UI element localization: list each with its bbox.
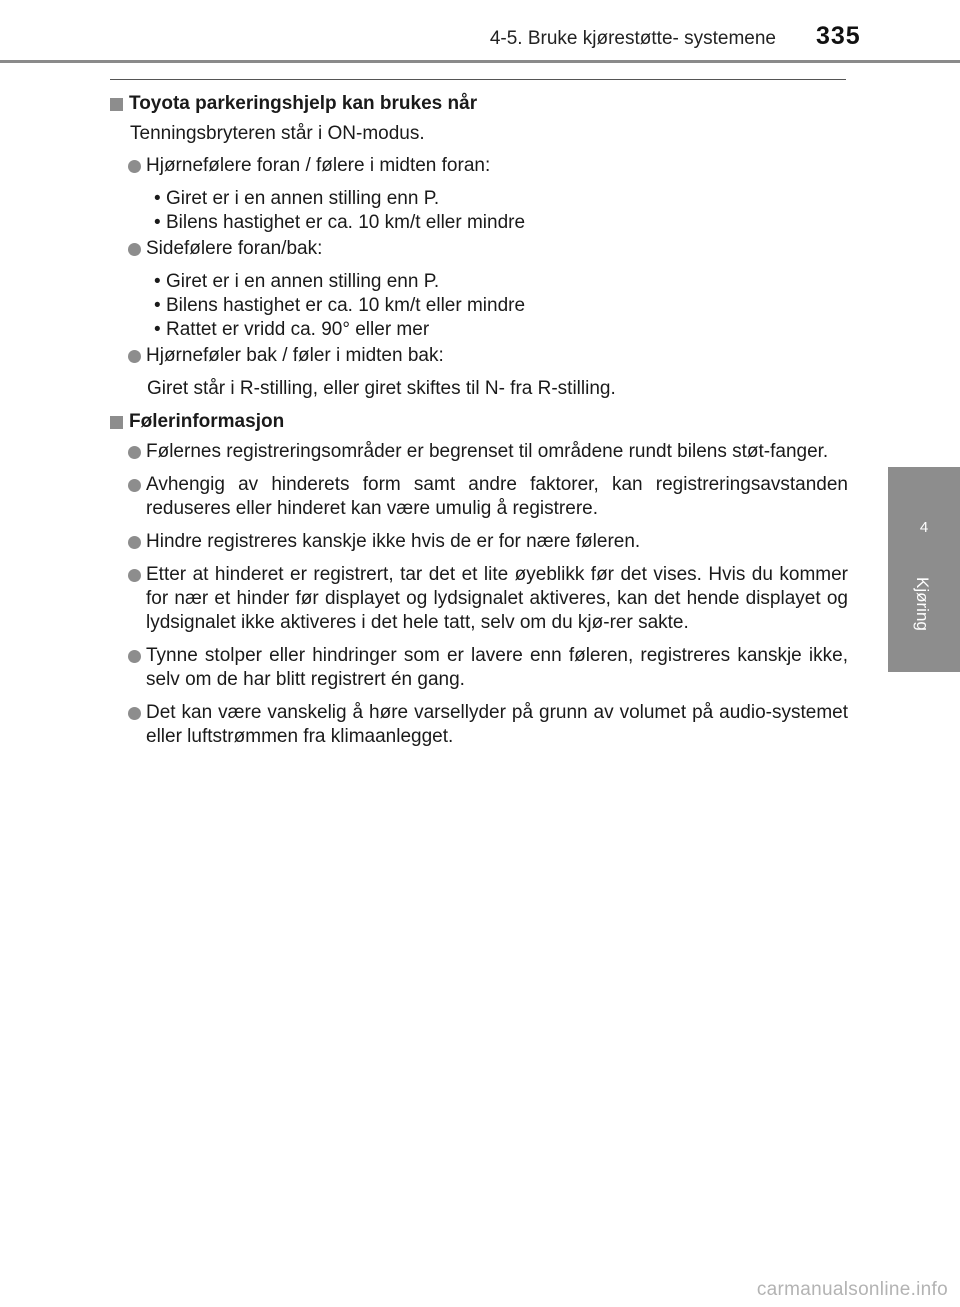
round-bullet-icon [128,650,141,663]
sub-list-item: • Giret er i en annen stilling enn P. [154,270,848,294]
list-item [110,701,848,749]
list-item [110,530,848,554]
list-item [110,644,848,692]
list-item-text: Det kan være vanskelig å høre varsellyder på grunn av volumet på audio-systemet eller luftstrømmen fra klimaanlegget. [146,702,848,747]
round-bullet-icon [128,160,141,173]
section-heading-text: Følerinformasjon [129,411,285,432]
chapter-label: Kjøring [913,577,932,631]
chapter-tab[interactable] [888,467,960,672]
list-item [110,237,848,261]
list-item [110,563,848,635]
condition-text: Giret står i R-stilling, eller giret skiftes til N- fra R-stilling. [147,378,616,399]
list-item [110,473,848,521]
header-rule [0,60,960,63]
sub-list-item: • Rattet er vridd ca. 90° eller mer [154,318,848,342]
section-heading [110,92,848,116]
round-bullet-icon [128,446,141,459]
list-item-text: Tynne stolper eller hindringer som er lavere enn føleren, registreres kanskje ikke, selv om de har blitt registrert én gang. [146,645,848,690]
round-bullet-icon [128,536,141,549]
header-title: 4-5. Bruke kjørestøtte- systemene [489,28,776,49]
list-item [110,154,848,178]
list-item-text: Hindre registreres kanskje ikke hvis de er for nære føleren. [146,531,641,552]
list-item-text: Følernes registreringsområder er begrenset til områdene rundt bilens støt-fanger. [146,441,829,462]
section-heading-text: Toyota parkeringshjelp kan brukes når [129,93,478,114]
list-item-text: Hjørneføler bak / føler i midten bak: [146,345,444,366]
round-bullet-icon [128,350,141,363]
round-bullet-icon [128,243,141,256]
sub-list-item: • Giret er i en annen stilling enn P. [154,187,848,211]
square-bullet-icon [110,416,123,429]
sub-list [110,187,848,235]
content-rule [110,79,846,80]
section-intro: Tenningsbryteren står i ON-modus. [130,123,425,144]
round-bullet-icon [128,479,141,492]
watermark-link[interactable]: carmanualsonline.info [756,1279,948,1300]
list-item [110,344,848,368]
section-heading [110,410,848,434]
chapter-number: 4 [919,519,929,536]
list-item-text: Avhengig av hinderets form samt andre faktorer, kan registreringsavstanden reduseres eller hinderet kan være umulig å registrere. [146,474,848,519]
list-item [110,440,848,464]
round-bullet-icon [128,569,141,582]
square-bullet-icon [110,98,123,111]
page-content [110,92,848,758]
list-item-text: Hjørnefølere foran / følere i midten foran: [146,155,491,176]
list-item-text: Etter at hinderet er registrert, tar det et lite øyeblikk før det vises. Hvis du kommer for nær et hinder før displayet og lydsignalet aktiveres, kan det hende displayet og lydsignalet ikke aktiveres i det hele tatt, selv om du kjø-rer sakte. [146,564,848,633]
sub-list [110,270,848,342]
round-bullet-icon [128,707,141,720]
sub-list-item: • Bilens hastighet er ca. 10 km/t eller mindre [154,294,848,318]
page-number: 335 [816,22,861,50]
list-item-text: Sidefølere foran/bak: [146,238,323,259]
sub-list-item: • Bilens hastighet er ca. 10 km/t eller mindre [154,211,848,235]
